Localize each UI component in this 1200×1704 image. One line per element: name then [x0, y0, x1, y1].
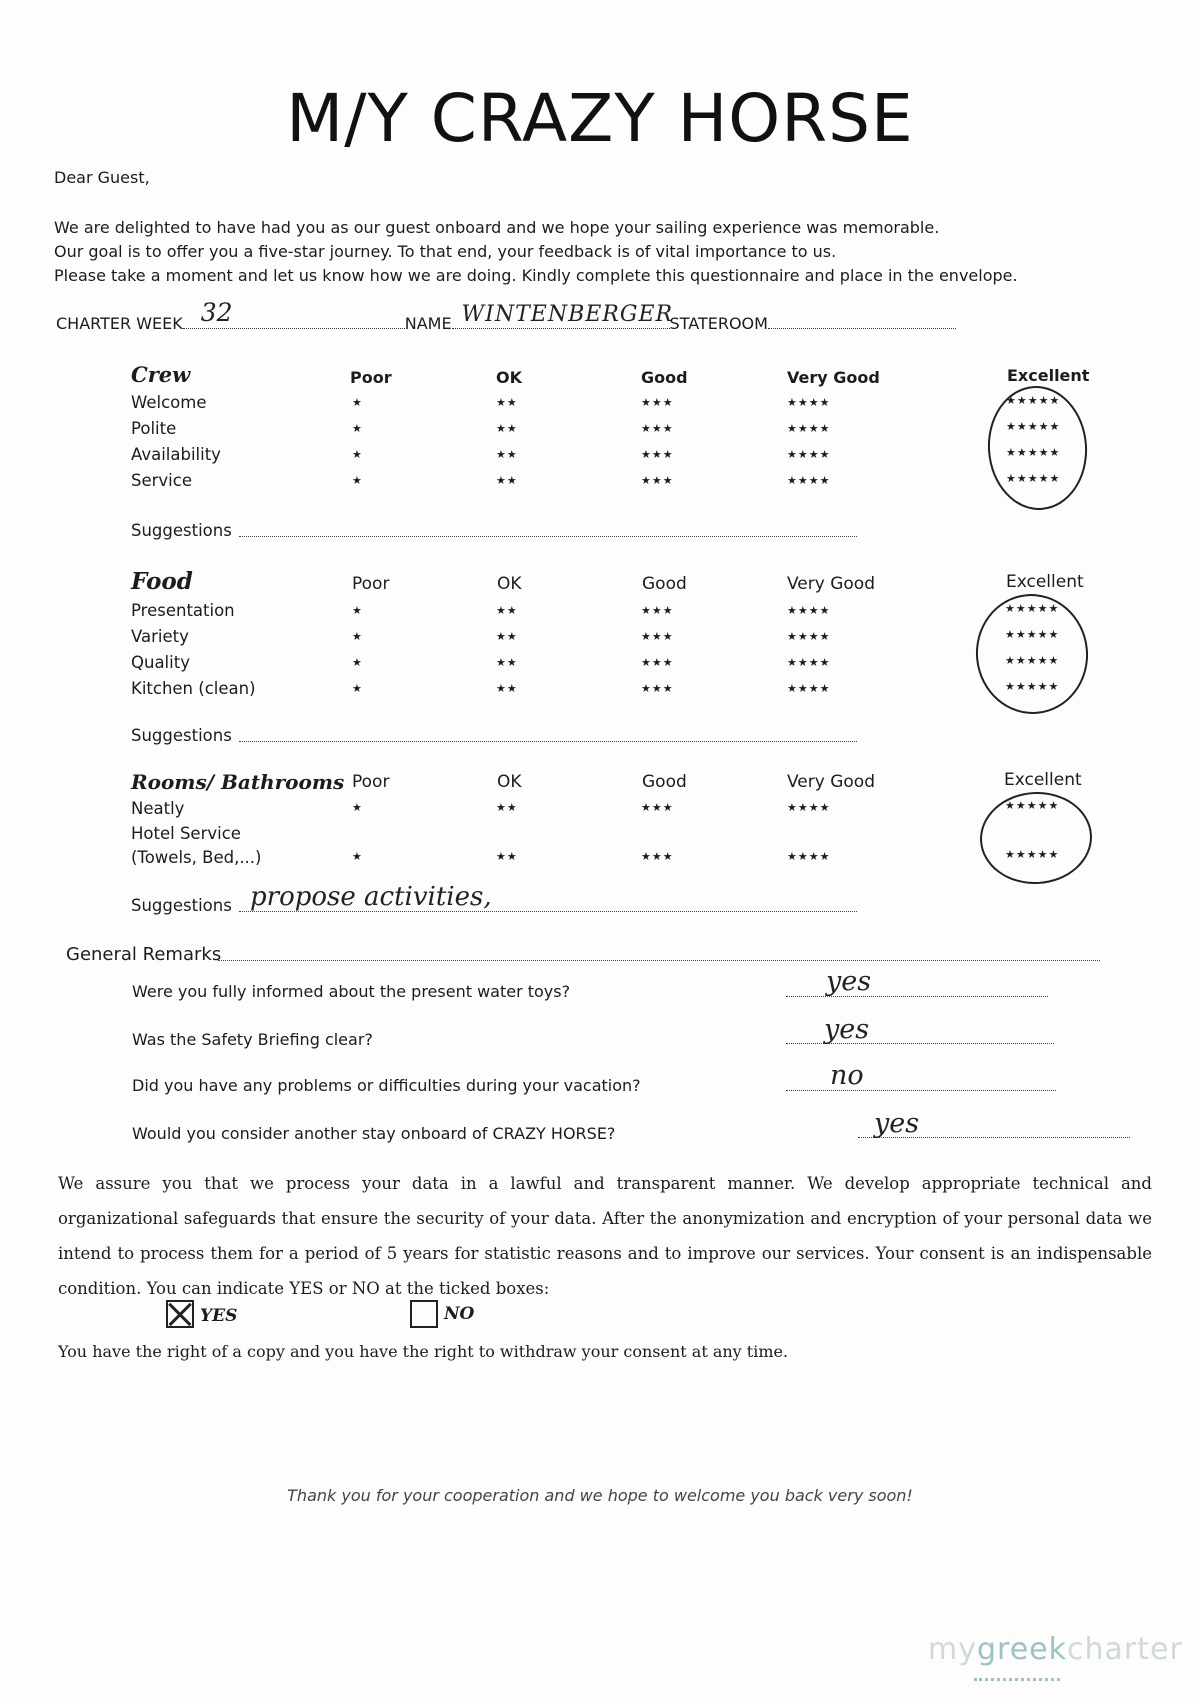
- rooms-col-excellent: Excellent: [1004, 770, 1082, 790]
- answer-safety-briefing: yes: [824, 1014, 870, 1045]
- crew-col-good: Good: [641, 368, 688, 387]
- food-variety-excellent[interactable]: ★★★★★: [1005, 628, 1060, 641]
- food-row-presentation: Presentation: [131, 601, 235, 620]
- crew-suggestions-label: Suggestions: [131, 521, 232, 540]
- rooms-hotel-service-good[interactable]: ★★★: [641, 850, 674, 863]
- food-quality-very-good[interactable]: ★★★★: [787, 656, 831, 669]
- food-col-good: Good: [642, 574, 687, 594]
- food-variety-very-good[interactable]: ★★★★: [787, 630, 831, 643]
- charter-week-field[interactable]: [183, 298, 405, 329]
- rooms-neatly-ok[interactable]: ★★: [496, 801, 518, 814]
- rooms-suggestions-label: Suggestions: [131, 896, 232, 915]
- name-value: WINTENBERGER: [461, 302, 674, 327]
- closing-message: Thank you for your cooperation and we hope to welcome you back very soon!: [287, 1486, 913, 1505]
- crew-section-title: Crew: [131, 362, 191, 387]
- food-variety-poor[interactable]: ★: [352, 630, 363, 643]
- rooms-row-towels-bed: (Towels, Bed,...): [131, 848, 262, 867]
- rooms-col-ok: OK: [497, 772, 522, 792]
- food-kitchen-ok[interactable]: ★★: [496, 682, 518, 695]
- privacy-statement: We assure you that we process your data in a lawful and transparent manner. We develop appropriate technical and organizational safeguards that ensure the security of your data. After the anonymization and encryption of your personal data we intend to process them for a period of 5 years for statistic reasons and to improve our services. Your consent is an indispensable condition. You can indicate YES or NO at the ticked boxes:: [58, 1174, 1152, 1298]
- answer-water-toys: yes: [826, 966, 872, 997]
- crew-polite-ok[interactable]: ★★: [496, 422, 518, 435]
- answer-another-stay: yes: [874, 1108, 920, 1139]
- rooms-row-hotel-service: Hotel Service: [131, 824, 241, 843]
- stateroom-field[interactable]: [768, 314, 956, 329]
- intro-line-3: Please take a moment and let us know how we are doing. Kindly complete this questionnaire and place in the envelope.: [54, 266, 1018, 285]
- charter-week-value: 32: [200, 298, 233, 327]
- crew-row-welcome: Welcome: [131, 393, 207, 412]
- watermark-suffix: charter: [1067, 1632, 1183, 1667]
- crew-service-good[interactable]: ★★★: [641, 474, 674, 487]
- general-remarks-field[interactable]: [218, 960, 1100, 961]
- crew-polite-excellent[interactable]: ★★★★★: [1006, 420, 1061, 433]
- food-quality-good[interactable]: ★★★: [641, 656, 674, 669]
- answer-problems-field[interactable]: [786, 1090, 1056, 1091]
- crew-welcome-good[interactable]: ★★★: [641, 396, 674, 409]
- rooms-excellent-circle: [978, 789, 1095, 887]
- consent-yes-label: YES: [200, 1306, 238, 1326]
- watermark-wave: [974, 1672, 1060, 1681]
- watermark-prefix: my: [928, 1632, 977, 1667]
- rooms-hotel-service-excellent[interactable]: ★★★★★: [1005, 848, 1060, 861]
- watermark-accent: greek: [976, 1632, 1067, 1667]
- crew-col-very-good: Very Good: [787, 368, 880, 387]
- food-row-variety: Variety: [131, 627, 189, 646]
- guest-info-row: [56, 298, 956, 333]
- food-excellent-circle: [970, 588, 1094, 719]
- crew-service-poor[interactable]: ★: [352, 474, 363, 487]
- greeting: Dear Guest,: [54, 168, 150, 187]
- crew-row-availability: Availability: [131, 445, 221, 464]
- crew-welcome-ok[interactable]: ★★: [496, 396, 518, 409]
- food-suggestions-label: Suggestions: [131, 726, 232, 745]
- general-remarks-label: General Remarks: [66, 944, 222, 965]
- crew-polite-poor[interactable]: ★: [352, 422, 363, 435]
- crew-row-polite: Polite: [131, 419, 177, 438]
- crew-welcome-poor[interactable]: ★: [352, 396, 363, 409]
- crew-suggestions-field[interactable]: [239, 536, 857, 537]
- food-col-excellent: Excellent: [1006, 572, 1084, 592]
- food-kitchen-good[interactable]: ★★★: [641, 682, 674, 695]
- rooms-row-neatly: Neatly: [131, 799, 185, 818]
- rights-statement: You have the right of a copy and you have the right to withdraw your consent at any time.: [58, 1342, 789, 1361]
- food-row-kitchen: Kitchen (clean): [131, 679, 256, 698]
- crew-service-excellent[interactable]: ★★★★★: [1006, 472, 1061, 485]
- food-col-poor: Poor: [352, 574, 390, 594]
- food-kitchen-excellent[interactable]: ★★★★★: [1005, 680, 1060, 693]
- food-presentation-very-good[interactable]: ★★★★: [787, 604, 831, 617]
- question-problems: Did you have any problems or difficulties during your vacation?: [132, 1076, 641, 1095]
- form-title: M/Y CRAZY HORSE: [286, 80, 914, 157]
- food-kitchen-poor[interactable]: ★: [352, 682, 363, 695]
- crew-row-service: Service: [131, 471, 192, 490]
- name-field[interactable]: [452, 302, 674, 329]
- crew-polite-good[interactable]: ★★★: [641, 422, 674, 435]
- crew-col-excellent: Excellent: [1007, 366, 1090, 385]
- rooms-neatly-very-good[interactable]: ★★★★: [787, 801, 831, 814]
- crew-col-poor: Poor: [350, 368, 392, 387]
- stateroom-label: STATEROOM: [669, 314, 768, 333]
- name-label: NAME: [404, 314, 452, 333]
- crew-availability-excellent[interactable]: ★★★★★: [1006, 446, 1061, 459]
- crew-availability-poor[interactable]: ★: [352, 448, 363, 461]
- crew-availability-very-good[interactable]: ★★★★: [787, 448, 831, 461]
- food-section-title: Food: [131, 568, 193, 595]
- rooms-section-title: Rooms/ Bathrooms: [131, 770, 345, 794]
- rooms-hotel-service-ok[interactable]: ★★: [496, 850, 518, 863]
- rooms-neatly-excellent[interactable]: ★★★★★: [1005, 799, 1060, 812]
- question-water-toys: Were you fully informed about the present water toys?: [132, 982, 571, 1001]
- consent-no-checkbox[interactable]: [410, 1300, 438, 1328]
- food-variety-ok[interactable]: ★★: [496, 630, 518, 643]
- food-kitchen-very-good[interactable]: ★★★★: [787, 682, 831, 695]
- rooms-hotel-service-very-good[interactable]: ★★★★: [787, 850, 831, 863]
- food-col-very-good: Very Good: [787, 574, 875, 594]
- charter-week-label: CHARTER WEEK: [56, 314, 183, 333]
- question-another-stay: Would you consider another stay onboard of CRAZY HORSE?: [132, 1124, 616, 1143]
- food-row-quality: Quality: [131, 653, 190, 672]
- crew-welcome-excellent[interactable]: ★★★★★: [1006, 394, 1061, 407]
- food-presentation-ok[interactable]: ★★: [496, 604, 518, 617]
- food-variety-good[interactable]: ★★★: [641, 630, 674, 643]
- intro-line-2: Our goal is to offer you a five-star journey. To that end, your feedback is of vital importance to us.: [54, 242, 837, 261]
- rooms-suggestions-value: propose activities,: [250, 882, 492, 912]
- crew-polite-very-good[interactable]: ★★★★: [787, 422, 831, 435]
- food-presentation-good[interactable]: ★★★: [641, 604, 674, 617]
- question-safety-briefing: Was the Safety Briefing clear?: [132, 1030, 373, 1049]
- food-presentation-poor[interactable]: ★: [352, 604, 363, 617]
- rooms-neatly-good[interactable]: ★★★: [641, 801, 674, 814]
- crew-availability-ok[interactable]: ★★: [496, 448, 518, 461]
- food-quality-excellent[interactable]: ★★★★★: [1005, 654, 1060, 667]
- crew-welcome-very-good[interactable]: ★★★★: [787, 396, 831, 409]
- rooms-col-good: Good: [642, 772, 687, 792]
- consent-no-label: NO: [444, 1304, 475, 1324]
- food-col-ok: OK: [497, 574, 522, 594]
- consent-yes-checkbox[interactable]: [166, 1300, 194, 1328]
- food-quality-ok[interactable]: ★★: [496, 656, 518, 669]
- watermark-logo: [928, 1632, 1183, 1667]
- rooms-col-poor: Poor: [352, 772, 390, 792]
- intro-line-1: We are delighted to have had you as our guest onboard and we hope your sailing experience was memorable.: [54, 218, 940, 237]
- crew-service-ok[interactable]: ★★: [496, 474, 518, 487]
- rooms-neatly-poor[interactable]: ★: [352, 801, 363, 814]
- food-quality-poor[interactable]: ★: [352, 656, 363, 669]
- rooms-hotel-service-poor[interactable]: ★: [352, 850, 363, 863]
- crew-col-ok: OK: [496, 368, 522, 387]
- answer-problems: no: [830, 1060, 864, 1091]
- crew-availability-good[interactable]: ★★★: [641, 448, 674, 461]
- food-suggestions-field[interactable]: [239, 741, 857, 742]
- crew-excellent-circle: [984, 383, 1091, 514]
- rooms-col-very-good: Very Good: [787, 772, 875, 792]
- crew-service-very-good[interactable]: ★★★★: [787, 474, 831, 487]
- food-presentation-excellent[interactable]: ★★★★★: [1005, 602, 1060, 615]
